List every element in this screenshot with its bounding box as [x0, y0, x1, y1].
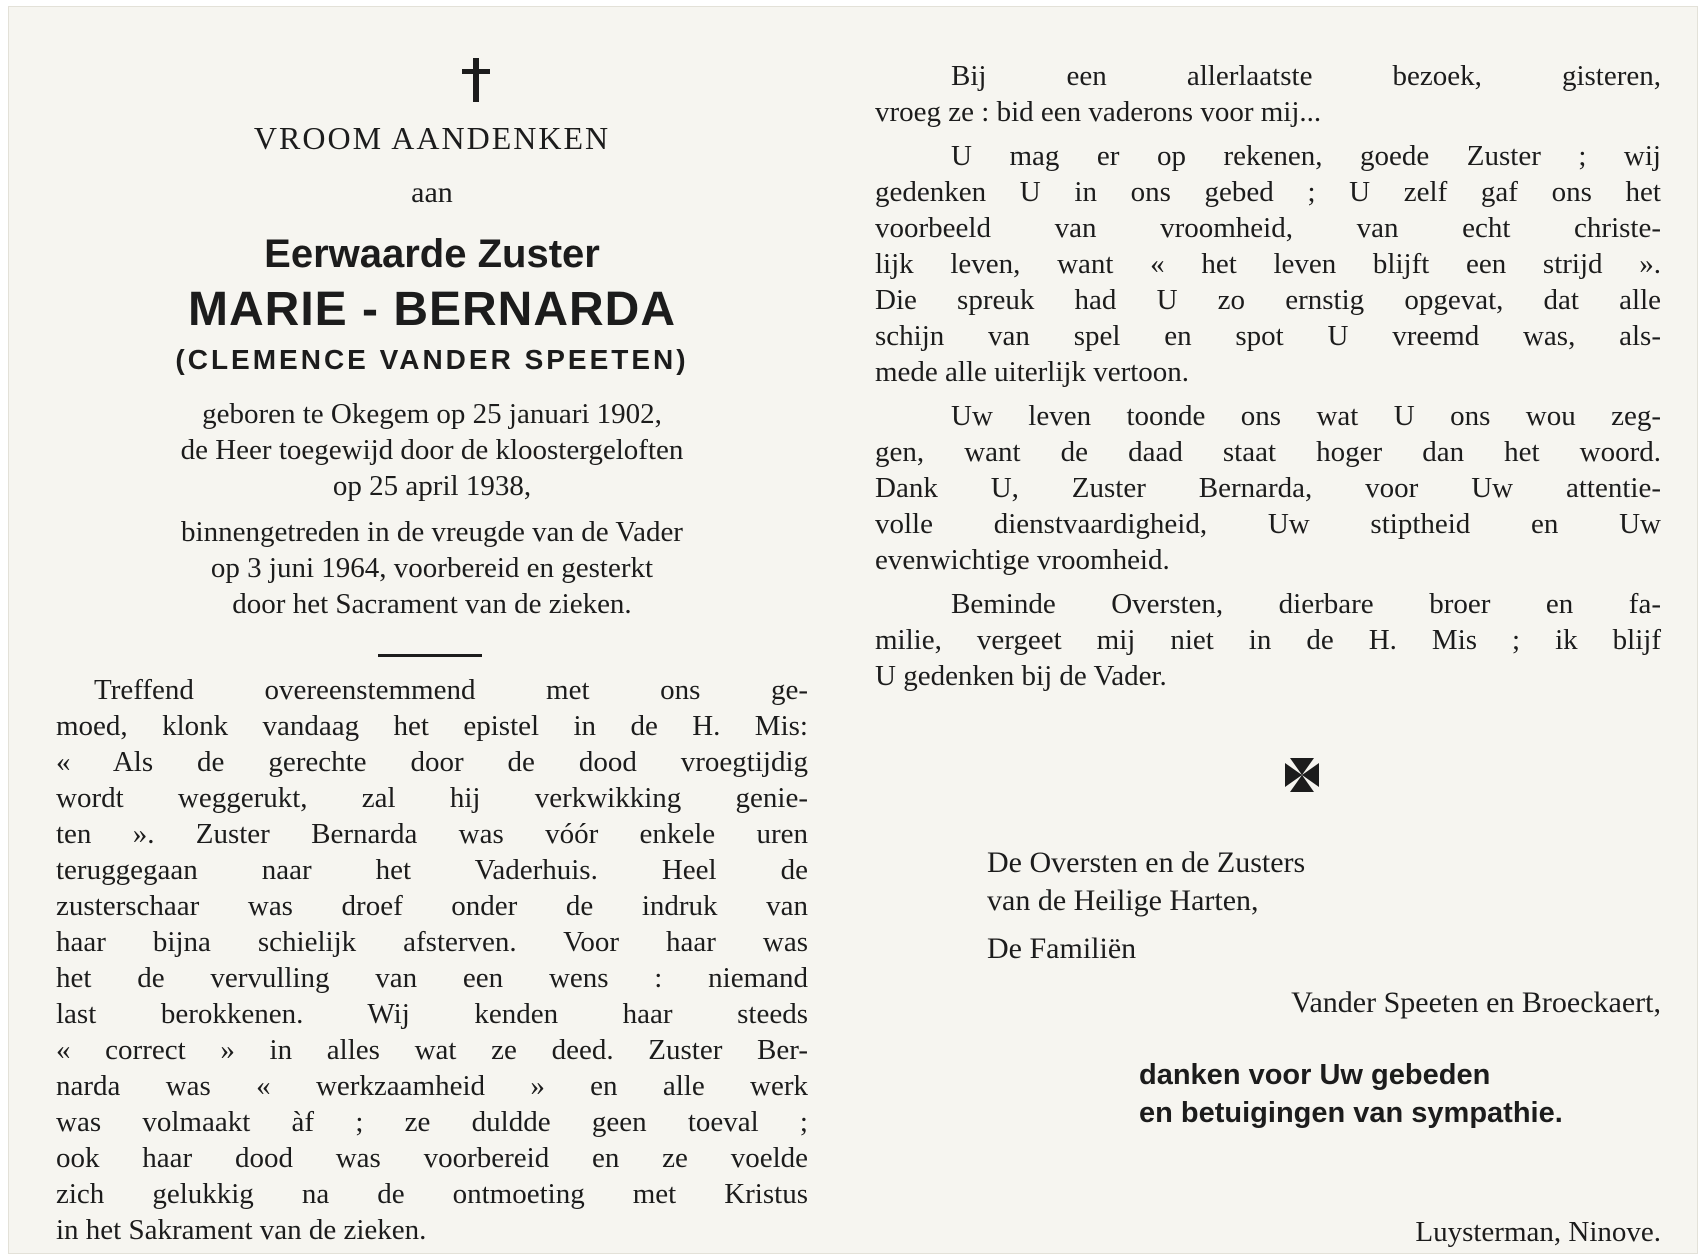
- body-line: milie, vergeet mij niet in de H. Mis ; ik blijf: [875, 624, 1661, 656]
- body-line: evenwichtige vroomheid.: [875, 544, 1170, 576]
- left-body-text: [56, 672, 808, 1248]
- body-line: volle dienstvaardigheid, Uw stiptheid en Uw: [875, 508, 1661, 540]
- date-line: door het Sacrament van de zieken.: [232, 588, 632, 620]
- latin-cross-icon: [462, 58, 490, 102]
- body-line: lijk leven, want « het leven blijft een strijd ».: [875, 248, 1661, 280]
- body-line: mede alle uiterlijk vertoon.: [875, 356, 1190, 388]
- body-line: « Als de gerechte door de dood vroegtijdig: [56, 746, 808, 778]
- right-body-text: [875, 58, 1661, 702]
- signature-line: van de Heilige Harten,: [987, 884, 1259, 917]
- body-line: was volmaakt àf ; ze duldde geen toeval ;: [56, 1106, 808, 1138]
- signature-line: De Oversten en de Zusters: [987, 846, 1306, 879]
- body-line: Die spreuk had U zo ernstig opgevat, dat alle: [875, 284, 1661, 316]
- body-line: Dank U, Zuster Bernarda, voor Uw attentie-: [875, 472, 1661, 504]
- body-line: voorbeeld van vroomheid, van echt christe-: [875, 212, 1661, 244]
- signature-family-names: Vander Speeten en Broeckaert,: [1291, 986, 1661, 1019]
- date-line: geboren te Okegem op 25 januari 1902,: [202, 398, 662, 430]
- paragraph: [875, 398, 1661, 578]
- body-line: Bij een allerlaatste bezoek, gisteren,: [951, 60, 1661, 92]
- paragraph: [875, 586, 1661, 694]
- header-title: VROOM AANDENKEN: [253, 120, 611, 156]
- body-line: gedenken U in ons gebed ; U zelf gaf ons het: [875, 176, 1661, 208]
- signature-families: De Familiën: [987, 932, 1137, 965]
- body-line: narda was « werkzaamheid » en alle werk: [56, 1070, 808, 1102]
- body-line: « correct » in alles wat ze deed. Zuster Ber-: [56, 1034, 808, 1066]
- header-aan: aan: [411, 176, 453, 209]
- body-line: Uw leven toonde ons wat U ons wou zeg-: [951, 400, 1661, 432]
- body-line: last berokkenen. Wij kenden haar steeds: [56, 998, 808, 1030]
- body-line: U mag er op rekenen, goede Zuster ; wij: [951, 140, 1661, 172]
- thanks-line: en betuigingen van sympathie.: [1139, 1097, 1563, 1129]
- body-line: vroeg ze : bid een vaderons voor mij...: [875, 96, 1322, 128]
- body-line: U gedenken bij de Vader.: [875, 660, 1167, 692]
- divider: [378, 654, 482, 657]
- date-line: op 3 juni 1964, voorbereid en gesterkt: [210, 552, 654, 584]
- name-honorific: Eerwaarde Zuster: [264, 232, 600, 276]
- body-line: het de vervulling van een wens : niemand: [56, 962, 808, 994]
- paragraph: [875, 138, 1661, 390]
- body-line: zich gelukkig na de ontmoeting met Kristus: [56, 1178, 808, 1210]
- paragraph: [875, 58, 1661, 130]
- body-line: in het Sakrament van de zieken.: [56, 1214, 427, 1246]
- thanks-line: danken voor Uw gebeden: [1139, 1059, 1491, 1091]
- body-line: zusterschaar was droef onder de indruk van: [56, 890, 808, 922]
- date-line: op 25 april 1938,: [332, 470, 532, 502]
- body-line: gen, want de daad staat hoger dan het woord.: [875, 436, 1661, 468]
- name-civil: (CLEMENCE VANDER SPEETEN): [175, 344, 689, 375]
- body-line: schijn van spel en spot U vreemd was, als-: [875, 320, 1661, 352]
- body-line: Beminde Oversten, dierbare broer en fa-: [951, 588, 1661, 620]
- date-line: binnengetreden in de vreugde van de Vader: [181, 516, 683, 548]
- body-line: ook haar dood was voorbereid en ze voelde: [56, 1142, 808, 1174]
- body-line: moed, klonk vandaag het epistel in de H. Mis:: [56, 710, 808, 742]
- name-religious: MARIE - BERNARDA: [188, 283, 676, 336]
- maltese-cross-icon: [1283, 756, 1321, 794]
- body-line: Treffend overeenstemmend met ons ge-: [94, 674, 808, 706]
- body-line: teruggegaan naar het Vaderhuis. Heel de: [56, 854, 808, 886]
- date-line: de Heer toegewijd door de kloostergeloften: [180, 434, 684, 466]
- body-line: ten ». Zuster Bernarda was vóór enkele uren: [56, 818, 808, 850]
- memorial-card: [8, 6, 1698, 1254]
- body-line: haar bijna schielijk afsterven. Voor haar was: [56, 926, 808, 958]
- printer-credit: Luysterman, Ninove.: [1415, 1216, 1661, 1248]
- life-dates: [56, 396, 808, 622]
- body-line: wordt weggerukt, zal hij verkwikking genie-: [56, 782, 808, 814]
- thanks-text: [1139, 1056, 1661, 1132]
- signature-superiors: [987, 844, 1305, 920]
